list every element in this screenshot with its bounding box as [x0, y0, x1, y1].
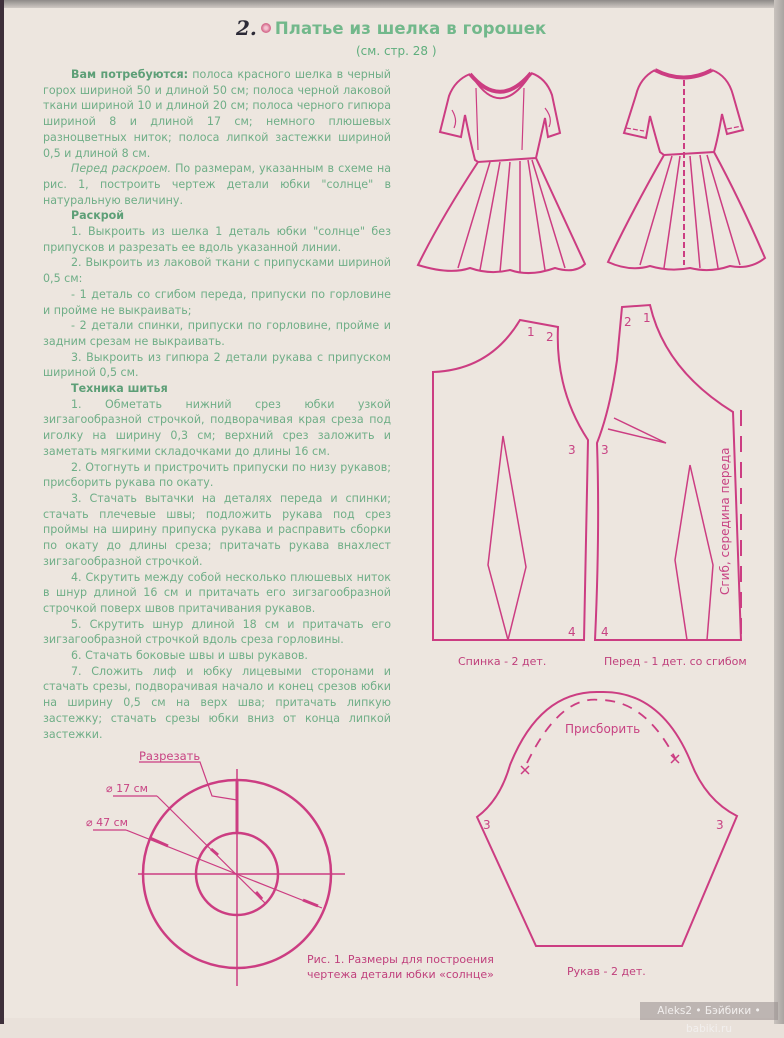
watermark: Aleks2 • Бэйбики • babiki.ru [640, 1002, 778, 1020]
cutting-step: 1. Выкроить из шелка 1 деталь юбки "солнце" без припусков и разрезать ее вдоль указанной линии. [43, 225, 391, 254]
cutting-step: - 1 деталь со сгибом переда, припуски по горловине и пройме не выкраивать; [43, 287, 391, 317]
sewing-step: 1. Обметать нижний срез юбки узкой зигзагообразной строчкой, подворачивая края среза под иголку на ширину 0,3 см; верхний срез заложить и заметать мягкими складочками до длины 16 см. [43, 397, 391, 458]
cut-label: Разрезать [139, 749, 201, 763]
back-mark-1: 1 [527, 325, 535, 339]
sewing-step: 4. Скрутить между собой несколько плюшевых ниток в шнур длиной 16 см и притачать его зигзагообразной строчкой поверх швов притачивания рукавов. [43, 570, 391, 615]
inner-diameter-label: ⌀ 17 см [106, 782, 148, 795]
cutting-step: 2. Выкроить из лаковой ткани с припусками шириной 0,5 см: [43, 256, 391, 286]
back-pattern-piece [433, 320, 588, 640]
outer-diameter-label: ⌀ 47 см [86, 816, 128, 829]
gather-label: Присборить [565, 722, 641, 736]
cutting-heading: Раскрой [71, 209, 125, 223]
sewing-heading: Техника шитья [71, 382, 168, 396]
page-title: Платье из шелка в горошек [274, 18, 547, 38]
sewing-step: 2. Отогнуть и пристрочить припуски по низу рукавов; присборить рукава по окату. [43, 460, 391, 490]
before-cutting-label: Перед раскроем. [71, 162, 171, 176]
materials-text: полоса красного шелка в черный горох шириной 50 и длиной 50 см; полоса черной лаковой ткани шириной 10 и длиной 20 см; полоса черного гипюра шириной 8 и длиной 17 см; немного плюшевых разноцветных ниток; полоса липкой застежки шириной 0,5 и длиной 8 см. [43, 68, 392, 160]
sewing-step: 5. Скрутить шнур длиной 18 см и притачать его зигзагообразной строчкой вдоль среза горловины. [43, 617, 391, 647]
back-mark-3: 3 [568, 443, 576, 457]
figure-1-caption-line1: Рис. 1. Размеры для построения [307, 953, 494, 966]
page-number: 2. [236, 16, 257, 40]
dress-back-illustration [608, 70, 765, 270]
front-mark-3: 3 [601, 443, 609, 457]
figure-1-caption-line2: чертежа детали юбки «солнце» [307, 968, 494, 981]
cutting-step: - 2 детали спинки, припуски по горловине, пройме и задним срезам не выкраивать. [43, 319, 391, 348]
dress-front-illustration [418, 73, 585, 273]
cutting-step: 3. Выкроить из гипюра 2 детали рукава с припуском шириной 0,5 см. [43, 350, 391, 380]
front-mark-4: 4 [601, 625, 609, 639]
fold-label: Сгиб, середина переда [718, 447, 732, 595]
materials-label: Вам потребуются: [71, 68, 189, 81]
sewing-step: 6. Стачать боковые швы и швы рукавов. [71, 649, 308, 663]
sewing-step: 7. Сложить лиф и юбку лицевыми сторонами и стачать срезы, подворачивая начало и конец срезов юбки на ширину 0,5 см на верх шва; притачать липкую застежку; стачать срезы юбки вниз от конца липкой застежки. [43, 664, 391, 741]
front-mark-2: 2 [624, 315, 632, 329]
sleeve-mark-3-left: 3 [483, 818, 491, 832]
sleeve-piece-caption: Рукав - 2 дет. [567, 965, 646, 978]
front-piece-caption: Перед - 1 дет. со сгибом [604, 655, 747, 668]
front-mark-1: 1 [643, 311, 651, 325]
back-piece-caption: Спинка - 2 дет. [458, 655, 547, 668]
before-cutting-text: По размерам, указанным в схеме на рис. 1, построить чертеж детали юбки "солнце" в натуральную величину. [43, 162, 391, 207]
sleeve-mark-3-right: 3 [716, 818, 724, 832]
page-reference: (см. стр. 28 ) [356, 44, 437, 58]
sewing-step: 3. Стачать вытачки на деталях переда и спинки; стачать плечевые швы; подложить рукава под срез проймы на ширину припуска рукава и расправить сборки по окату до длины среза; притачать рукава внахлест зигзагообразной строчкой. [43, 491, 391, 568]
back-mark-2: 2 [546, 330, 554, 344]
back-mark-4: 4 [568, 625, 576, 639]
